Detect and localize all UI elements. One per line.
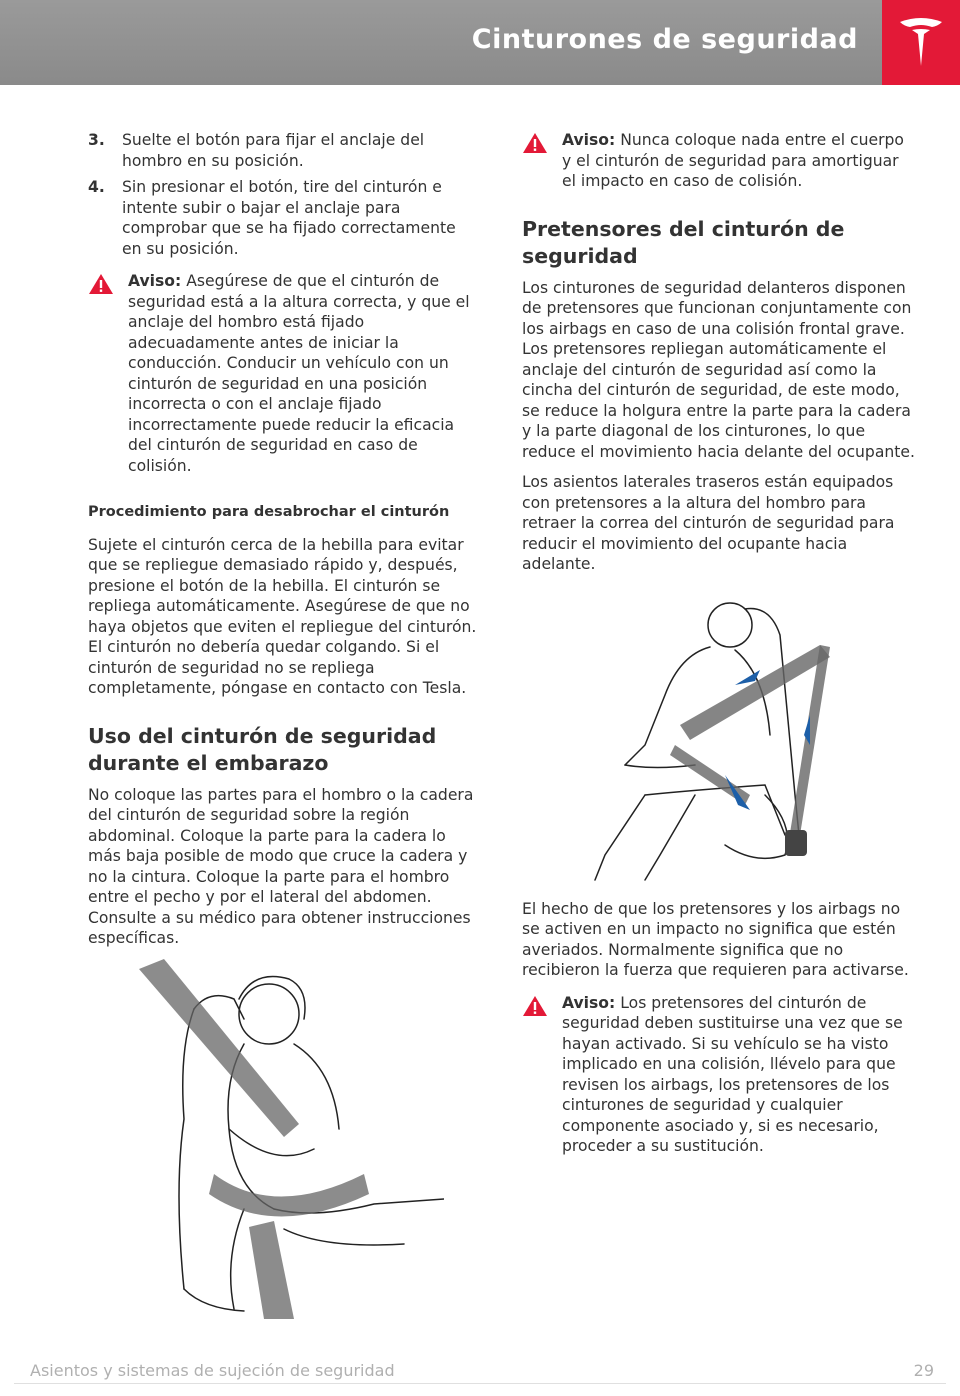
step-number: 3. [88, 131, 105, 149]
step-text: Suelte el botón para fijar el anclaje del hombro en su posición. [122, 131, 425, 170]
pregnancy-text: No coloque las partes para el hombro o la cadera del cinturón de seguridad sobre la región abdominal. Coloque la parte para la cadera lo más baja posible de modo que cruce la cadera y no la cintura. Coloque la parte para el hombro entre el pecho y por el lateral del abdomen. Consulte a su médico para obtener instrucciones específicas. [88, 785, 474, 947]
warning-icon [522, 995, 548, 1017]
left-column [88, 130, 480, 1319]
pretensioner-illustration [585, 595, 855, 885]
warning-text: Asegúrese de que el cinturón de seguridad está a la altura correcta, y que el anclaje del hombro está fijado adecuadamente antes de iniciar la conducción. Conducir un vehículo con un cinturón de seguridad en una posición incorrecta o con el anclaje fijado incorrectamente puede reducir la eficacia del cinturón de seguridad en caso de colisión. [128, 272, 470, 475]
right-column [522, 130, 917, 1157]
warning-label: Aviso: [128, 272, 182, 290]
warning-nothing-between [522, 130, 917, 192]
warning-icon [522, 132, 548, 154]
unbuckle-text: Sujete el cinturón cerca de la hebilla para evitar que se repliegue demasiado rápido y, después, presione el botón de la hebilla. El cinturón se repliega automáticamente. Asegúrese de que no haya objetos que eviten el repliegue del cinturón. El cinturón no debería quedar colgando. Si el cinturón de seguridad no se repliega completamente, póngase en contacto con Tesla. [88, 535, 477, 697]
brand-logo [882, 0, 960, 85]
warning-icon [88, 273, 114, 295]
footer-divider [14, 1383, 946, 1384]
step-3 [88, 130, 480, 171]
pretensioners-paragraph-1: Los cinturones de seguridad delanteros disponen de pretensores que funcionan conjuntamente con los airbags en caso de una colisión frontal grave. Los pretensores repliegan automáticamente el anclaje del cinturón de seguridad así como la cincha del cinturón de seguridad, de este modo, se reduce la holgura entre la parte para la cadera y la parte diagonal de los cinturones, lo que reduce el movimiento hacia delante del ocupante. [522, 278, 915, 461]
pregnancy-heading: Uso del cinturón de seguridad durante el embarazo [88, 723, 437, 775]
warning-text: Los pretensores del cinturón de seguridad deben sustituirse una vez que se hayan activado. Si su vehículo se ha visto implicado en una colisión, llévelo para que revisen los airbags, los pretensores de los cinturones de seguridad y cualquier componente asociado y, si es necesario, proceder a su sustitución. [562, 993, 903, 1155]
pregnant-seatbelt-illustration [124, 959, 444, 1319]
pretensioners-paragraph-2: Los asientos laterales traseros están equipados con pretensores a la altura del hombro para retraer la correa del cinturón de seguridad para reducir el movimiento del ocupante hacia adelante. [522, 473, 895, 573]
step-number: 4. [88, 178, 105, 196]
step-4 [88, 177, 480, 259]
pretensioners-paragraph-3: El hecho de que los pretensores y los airbags no se activen en un impacto no significa que estén averiados. Normalmente significa que no recibieron la fuerza que requieren para activarse. [522, 899, 909, 979]
footer-section: Asientos y sistemas de sujeción de seguridad [30, 1361, 395, 1380]
warning-text: Nunca coloque nada entre el cuerpo y el cinturón de seguridad para amortiguar el impacto en caso de colisión. [562, 131, 904, 190]
warning-label: Aviso: [562, 993, 616, 1012]
page-number: 29 [913, 1361, 934, 1380]
warning-label: Aviso: [562, 131, 616, 149]
warning-belt-height [88, 271, 480, 476]
pretensioners-heading: Pretensores del cinturón de seguridad [522, 216, 845, 268]
unbuckle-heading: Procedimiento para desabrochar el cinturón [88, 504, 450, 520]
warning-replace-pretensioners [522, 993, 917, 1157]
step-text: Sin presionar el botón, tire del cinturón e intente subir o bajar el anclaje para comprobar que se ha fijado correctamente en su posición. [122, 178, 456, 258]
tesla-logo-icon [898, 16, 944, 68]
header-title: Cinturones de seguridad [471, 24, 858, 55]
page-header [0, 0, 960, 85]
